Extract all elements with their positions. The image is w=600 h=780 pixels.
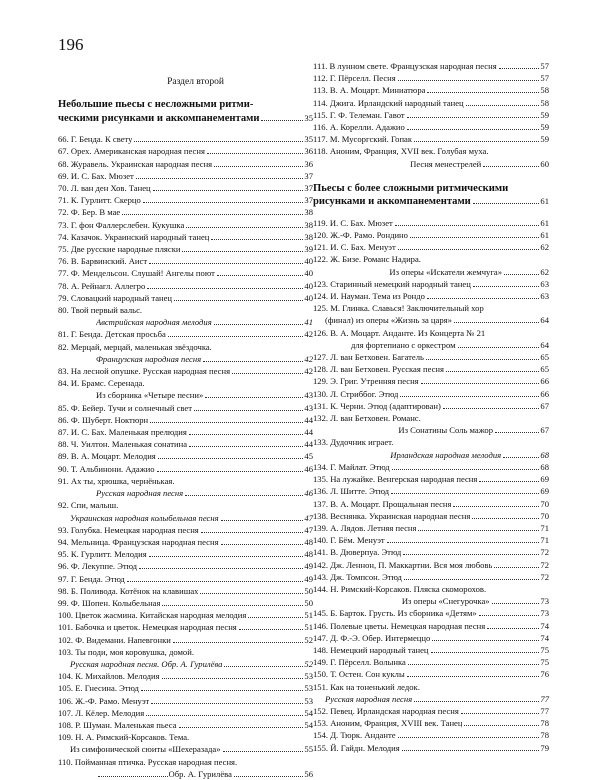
toc-entry[interactable]: 85. Ф. Бейер. Тучи и солнечный свет 43 <box>58 402 313 413</box>
heading-line-1: Пьесы с более сложными ритмическими <box>313 182 509 194</box>
toc-entry[interactable]: 108. Р. Шуман. Маленькая пьеса 54 <box>58 719 313 730</box>
toc-entry[interactable]: 127. Л. ван Бетховен. Багатель 65 <box>313 352 549 363</box>
toc-entry[interactable]: 95. К. Гурлитт. Мелодия 48 <box>58 549 313 560</box>
toc-entry-cont[interactable]: Ирландская народная мелодия 68 <box>390 449 550 460</box>
toc-entry[interactable]: 103. Ты поди, моя коровушка, домой. <box>58 646 194 657</box>
toc-entry-cont[interactable]: Обр. А. Гурилёва 56 <box>58 768 313 780</box>
toc-entry[interactable]: 151. Как на тоненький ледок. <box>313 681 420 692</box>
toc-entry[interactable]: 77. Ф. Мендельсон. Слушай! Ангелы поют 40 <box>58 268 313 279</box>
section-label: Раздел второй <box>167 77 224 87</box>
toc-entry[interactable]: 92. Спи, малыш. <box>58 500 119 511</box>
toc-entry[interactable]: 101. Бабочка и цветок. Немецкая народная песня 51 <box>58 622 313 633</box>
toc-entry[interactable]: 111. В лунном свете. Французская народная песня 57 <box>313 61 549 71</box>
toc-entry[interactable]: 131. К. Черни. Этюд (адаптирован) 67 <box>313 400 549 411</box>
toc-entry-cont[interactable]: Из сборника «Четыре песни» 43 <box>96 390 313 401</box>
toc-entry[interactable]: 75. Две русские народные пляски 39 <box>58 244 313 255</box>
toc-entry[interactable]: 90. Т. Альбинони. Адажио 46 <box>58 463 313 474</box>
toc-entry[interactable]: 137. В. А. Моцарт. Прощальная песня 70 <box>313 498 549 509</box>
toc-entry-cont[interactable]: Русская народная песня 77 <box>325 693 549 704</box>
toc-entry[interactable]: 113. В. А. Моцарт. Миниатюра 58 <box>313 85 549 96</box>
toc-entry[interactable]: 71. К. Гурлитт. Скерцо 37 <box>58 195 313 206</box>
toc-entry-cont[interactable]: Песня менестрелей 60 <box>410 158 549 169</box>
toc-entry[interactable]: 87. И. С. Бах. Маленькая прелюдия 44 <box>58 427 313 438</box>
toc-entry[interactable]: 105. Е. Гнесина. Этюд 53 <box>58 683 313 694</box>
toc-entry[interactable]: 107. Л. Кёлер. Мелодия 54 <box>58 707 313 718</box>
toc-entry[interactable]: 121. И. С. Бах. Менуэт 62 <box>313 242 549 253</box>
toc-entry[interactable]: 99. Ф. Шопен. Колыбельная 50 <box>58 597 313 608</box>
toc-entry[interactable]: 86. Ф. Шуберт. Ноктюрн 44 <box>58 414 313 425</box>
toc-left-column <box>58 66 313 780</box>
toc-entry[interactable]: 135. На лужайке. Венгерская народная песня 69 <box>313 474 549 485</box>
page-number: 196 <box>58 35 84 54</box>
toc-entry[interactable]: 134. Г. Майлат. Этюд 68 <box>313 461 549 472</box>
section-heading-simple <box>58 98 313 125</box>
toc-entry[interactable]: 119. И. С. Бах. Мюзет 61 <box>313 217 549 228</box>
toc-entry[interactable]: 139. А. Лядов. Летняя песня 71 <box>313 522 549 533</box>
toc-entry[interactable]: 97. Г. Бенда. Этюд 49 <box>58 573 313 584</box>
toc-entry[interactable]: 102. Ф. Видемани. Напевгонки 52 <box>58 634 313 645</box>
toc-entry[interactable]: 143. Дж. Томпсон. Этюд 72 <box>313 571 549 582</box>
toc-entry[interactable]: 114. Джига. Ирландский народный танец 58 <box>313 97 549 108</box>
toc-entry-cont[interactable]: для фортепиано с оркестром 64 <box>351 339 549 350</box>
toc-entry[interactable]: 145. Б. Барток. Грусть. Из сборника «Детям» 73 <box>313 608 549 619</box>
toc-entry[interactable]: 118. Аноним, Франция, XVII век. Голубая муха. <box>313 146 489 157</box>
toc-entry[interactable]: 100. Цветок жасмина. Китайская народная мелодия 51 <box>58 610 313 621</box>
toc-entry-cont[interactable]: Французская народная песня 42 <box>96 353 313 364</box>
heading-line-1: Небольшие пьесы с несложными ритми- <box>58 99 254 111</box>
toc-entry[interactable]: 104. К. Михайлов. Мелодия 53 <box>58 671 313 682</box>
toc-entry[interactable]: 94. Мельница. Французская народная песня 48 <box>58 536 313 547</box>
toc-entry-cont[interactable]: Из оперы «Снегурочка» 73 <box>401 596 550 607</box>
toc-entry-cont[interactable]: Из симфонической сюиты «Шехеразада» 55 <box>70 744 313 755</box>
toc-entry-cont[interactable]: Украинская народная колыбельная песня 47 <box>70 512 313 523</box>
toc-entry[interactable]: 83. На лесной опушке. Русская народная песня 42 <box>58 366 313 377</box>
toc-entry[interactable]: 74. Казачок. Украинский народный танец 38 <box>58 231 313 242</box>
toc-entry[interactable]: 154. Д. Тюрк. Андантe 78 <box>313 730 549 741</box>
toc-entry[interactable]: 73. Г. фон Фаллерслебен. Кукушка 38 <box>58 219 313 230</box>
toc-entry[interactable]: 70. Л. ван ден Хов. Танец 37 <box>58 183 313 194</box>
toc-entry[interactable]: 149. Г. Пёрселл. Волынка 75 <box>313 657 549 668</box>
toc-entry[interactable]: 80. Твой первый вальс. <box>58 305 143 316</box>
toc-entry[interactable]: 129. Э. Григ. Утренняя песня 66 <box>313 376 549 387</box>
toc-entry[interactable]: 126. В. А. Моцарт. Анданте. Из Концерта № 21 <box>313 327 486 338</box>
toc-entry[interactable]: 138. Веснянка. Украинская народная песня 70 <box>313 510 549 521</box>
toc-entry[interactable]: 147. Д. Ф.-Э. Обер. Интермеццо 74 <box>313 632 549 643</box>
toc-entry[interactable]: 98. Б. Поливода. Котёнок на клавишах 50 <box>58 585 313 596</box>
toc-entry[interactable]: 69. И. С. Бах. Мюзет 37 <box>58 170 313 181</box>
toc-entry[interactable]: 106. Ж.-Ф. Рамо. Менуэт 53 <box>58 695 313 706</box>
toc-entry[interactable]: 130. Л. Стриббог. Этюд 66 <box>313 388 549 399</box>
toc-entry[interactable]: 124. И. Науман. Тема из Рондо 63 <box>313 291 549 302</box>
heading-page: 35 <box>304 112 313 123</box>
toc-entry[interactable]: 142. Дж. Леннон, П. Маккартни. Вся моя любовь 72 <box>313 559 549 570</box>
toc-right-column <box>313 60 549 754</box>
toc-entry[interactable]: 88. Ч. Уилтон. Маленькая сонатина 44 <box>58 439 313 450</box>
toc-entry[interactable]: 125. М. Глинка. Славься! Заключительный хор <box>313 303 484 314</box>
toc-entry[interactable]: 123. Старинный немецкий народный танец 63 <box>313 278 549 289</box>
toc-entry[interactable]: 109. Н. А. Римский-Корсаков. Тема. <box>58 732 190 743</box>
toc-entry-cont[interactable]: (финал) из оперы «Жизнь за царя» 64 <box>325 315 549 326</box>
toc-entry[interactable]: 78. А. Рейнагл. Аллегро 40 <box>58 280 313 291</box>
toc-entry[interactable]: 81. Г. Бенда. Детская просьба 42 <box>58 329 313 340</box>
toc-entry[interactable]: 128. Л. ван Бетховен. Русская песня 65 <box>313 364 549 375</box>
toc-entry[interactable]: 115. Г. Ф. Телеман. Гавот 59 <box>313 109 549 120</box>
toc-entry[interactable]: 67. Орех. Американская народная песня 36 <box>58 146 313 157</box>
toc-entry[interactable]: 117. М. Мусоргский. Гопак 59 <box>313 134 549 145</box>
toc-entry[interactable]: 79. Словацкий народный танец 40 <box>58 292 313 303</box>
heading-line-2: ческими рисунками и аккомпанементами <box>58 112 260 124</box>
toc-entry[interactable]: 89. В. А. Моцарт. Мелодия 45 <box>58 451 313 462</box>
toc-entry[interactable]: 91. Ах ты, хрюшка, чернёнькая. <box>58 475 175 486</box>
toc-entry[interactable]: 82. Мерцай, мерцай, маленькая звёздочка. <box>58 341 212 352</box>
toc-entry[interactable]: 136. Л. Шитте. Этюд 69 <box>313 486 549 497</box>
toc-entry[interactable]: 140. Г. Бём. Менуэт 71 <box>313 535 549 546</box>
toc-entry-cont[interactable]: Австрийская народная мелодия 41 <box>96 317 313 328</box>
toc-entry[interactable]: 132. Л. ван Бетховен. Романс. <box>313 413 421 424</box>
toc-entry[interactable]: 96. Ф. Лекуппе. Этюд 49 <box>58 561 313 572</box>
toc-entry[interactable]: 122. Ж. Бизе. Романс Надира. <box>313 254 421 265</box>
toc-entry[interactable]: 93. Голубка. Немецкая народная песня 47 <box>58 524 313 535</box>
toc-entry[interactable]: 152. Певец. Ирландская народная песня 77 <box>313 705 549 716</box>
toc-entry[interactable]: 150. Т. Остен. Сон куклы 76 <box>313 669 549 680</box>
toc-entry-cont[interactable]: Из оперы «Искатели жемчуга» 62 <box>389 266 550 277</box>
toc-entry-cont[interactable]: Из Сонатины Соль мажор 67 <box>398 425 550 436</box>
toc-entry[interactable]: 155. Й. Гайдн. Мелодия 79 <box>313 742 549 753</box>
toc-entry[interactable]: 112. Г. Пёрселл. Песня 57 <box>313 73 549 84</box>
toc-entry[interactable]: 76. В. Барвинский. Аист 40 <box>58 256 313 267</box>
toc-entry[interactable]: 141. В. Дюверпуа. Этюд 72 <box>313 547 549 558</box>
toc-entry[interactable]: 144. Н. Римский-Корсаков. Пляска скоморохов. <box>313 583 487 594</box>
toc-entry[interactable]: 133. Дудочник играет. <box>313 437 394 448</box>
toc-entry[interactable]: 120. Ж.-Ф. Рамо. Рондино 61 <box>313 230 549 241</box>
heading-page: 61 <box>540 196 549 207</box>
toc-entry[interactable]: 84. И. Брамс. Серенада. <box>58 378 145 389</box>
toc-entry[interactable]: 110. Пойманная птичка. Русская народная песня. <box>58 756 238 767</box>
toc-entry[interactable]: 148. Немецкий народный танец 75 <box>313 644 549 655</box>
toc-entry[interactable]: 66. Г. Бенда. К свету 35 <box>58 134 313 145</box>
toc-entry-cont[interactable]: Русская народная песня 46 <box>96 488 313 499</box>
heading-line-2: рисунками и аккомпанементами <box>313 196 471 208</box>
toc-entry[interactable]: 146. Полевые цветы. Немецкая народная песня 74 <box>313 620 549 631</box>
toc-entry[interactable]: 72. Ф. Бер. В мае 38 <box>58 207 313 218</box>
toc-entry[interactable]: 153. Аноним, Франция, XVIII век. Танец 78 <box>313 718 549 729</box>
section-heading-complex <box>313 182 549 209</box>
toc-entry-cont[interactable]: Русская народная песня. Обр. А. Гурилёва 52 <box>70 658 313 669</box>
toc-entry[interactable]: 68. Журавель. Украинская народная песня 36 <box>58 158 313 169</box>
toc-entry[interactable]: 116. А. Корелли. Адажио 59 <box>313 122 549 133</box>
